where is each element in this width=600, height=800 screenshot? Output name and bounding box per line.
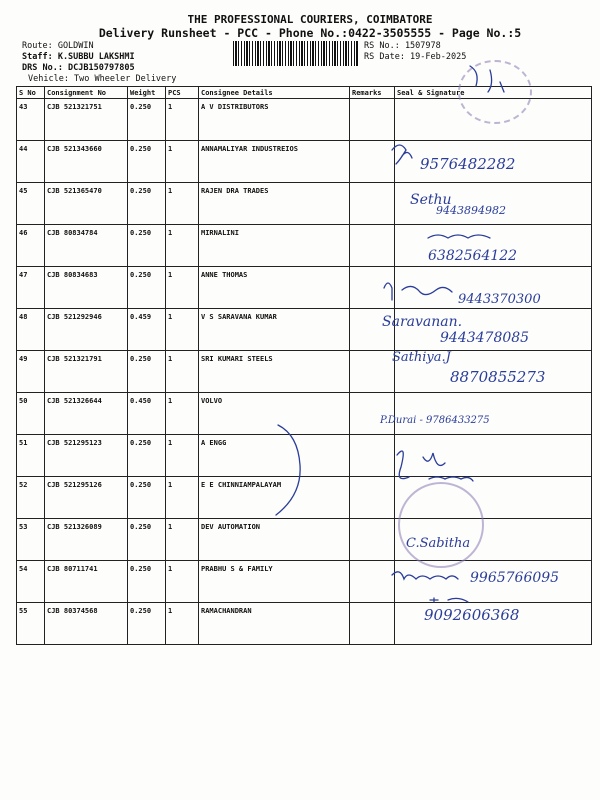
- cell-consignment: CJB 80374568: [45, 603, 128, 645]
- drs-number: DRS No.: DCJB150797805: [22, 63, 135, 73]
- handwritten-phone-49: 8870855273: [450, 368, 546, 386]
- col-weight: Weight: [128, 87, 166, 99]
- cell-pcs: 1: [166, 603, 199, 645]
- scribble-top-right: [470, 66, 504, 92]
- cell-weight: 0.459: [128, 309, 166, 351]
- cell-sno: 43: [17, 99, 45, 141]
- cell-consignment: CJB 521326089: [45, 519, 128, 561]
- handwritten-phone-48: 9443478085: [440, 330, 530, 346]
- handwritten-phone-55: 9092606368: [424, 606, 520, 624]
- cell-consignment: CJB 521295126: [45, 477, 128, 519]
- cell-weight: 0.250: [128, 99, 166, 141]
- cell-pcs: 1: [166, 477, 199, 519]
- cell-consignee: PRABHU S & FAMILY: [199, 561, 350, 603]
- cell-consignee: A ENGG: [199, 435, 350, 477]
- cell-pcs: 1: [166, 393, 199, 435]
- scribble-46: [428, 235, 490, 238]
- cell-sno: 51: [17, 435, 45, 477]
- cell-consignment: CJB 80834784: [45, 225, 128, 267]
- col-seal: Seal & Signature: [395, 87, 592, 99]
- handwritten-phone-54: 9965766095: [470, 570, 560, 586]
- cell-pcs: 1: [166, 225, 199, 267]
- route-label: Route: GOLDWIN: [22, 41, 94, 51]
- handwritten-note-51: P.Durai - 9786433275: [380, 415, 490, 426]
- cell-consignment: CJB 80711741: [45, 561, 128, 603]
- cell-consignee: RAMACHANDRAN: [199, 603, 350, 645]
- scribble-55-top: [430, 598, 468, 602]
- handwritten-name-48: Saravanan.: [382, 314, 463, 330]
- cell-weight: 0.250: [128, 267, 166, 309]
- cell-sno: 48: [17, 309, 45, 351]
- cell-sno: 55: [17, 603, 45, 645]
- company-title: THE PROFESSIONAL COURIERS, COIMBATORE: [187, 13, 433, 26]
- cell-consignee: SRI KUMARI STEELS: [199, 351, 350, 393]
- cell-consignee: A V DISTRIBUTORS: [199, 99, 350, 141]
- col-sno: S No: [17, 87, 45, 99]
- cell-weight: 0.250: [128, 183, 166, 225]
- scribble-52: [276, 425, 300, 515]
- cell-consignment: CJB 521295123: [45, 435, 128, 477]
- cell-pcs: 1: [166, 309, 199, 351]
- cell-consignment: CJB 521321751: [45, 99, 128, 141]
- cell-consignee: ANNE THOMAS: [199, 267, 350, 309]
- cell-weight: 0.250: [128, 435, 166, 477]
- cell-consignment: CJB 521343660: [45, 141, 128, 183]
- handwritten-phone-44: 9576482282: [420, 155, 516, 173]
- cell-weight: 0.250: [128, 351, 166, 393]
- cell-sno: 46: [17, 225, 45, 267]
- cell-weight: 0.250: [128, 141, 166, 183]
- cell-weight: 0.250: [128, 603, 166, 645]
- cell-pcs: 1: [166, 519, 199, 561]
- sheet-subtitle: Delivery Runsheet - PCC - Phone No.:0422-3505555 - Page No.:5: [98, 26, 522, 40]
- col-pcs: PCS: [166, 87, 199, 99]
- col-consignment: Consignment No: [45, 87, 128, 99]
- rs-date: RS Date: 19-Feb-2025: [364, 52, 467, 62]
- cell-sno: 54: [17, 561, 45, 603]
- staff-label: Staff: K.SUBBU LAKSHMI: [22, 52, 135, 62]
- rs-number: RS No.: 1507978: [364, 41, 441, 51]
- cell-consignment: CJB 80834683: [45, 267, 128, 309]
- handwritten-phone-47: 9443370300: [458, 292, 541, 307]
- cell-sno: 50: [17, 393, 45, 435]
- cell-consignee: V S SARAVANA KUMAR: [199, 309, 350, 351]
- col-consignee: Consignee Details: [199, 87, 350, 99]
- cell-consignee: MIRNALINI: [199, 225, 350, 267]
- cell-pcs: 1: [166, 141, 199, 183]
- handwritten-name-49: Sathiya.J: [392, 350, 451, 365]
- cell-pcs: 1: [166, 183, 199, 225]
- cell-consignee: ANNAMALIYAR INDUSTREIOS: [199, 141, 350, 183]
- cell-pcs: 1: [166, 435, 199, 477]
- cell-consignee: VOLVO: [199, 393, 350, 435]
- cell-consignee: RAJEN DRA TRADES: [199, 183, 350, 225]
- cell-sno: 44: [17, 141, 45, 183]
- cell-weight: 0.250: [128, 225, 166, 267]
- handwritten-phone-46: 6382564122: [428, 248, 518, 264]
- cell-pcs: 1: [166, 267, 199, 309]
- cell-pcs: 1: [166, 351, 199, 393]
- cell-sno: 49: [17, 351, 45, 393]
- cell-consignee: E E CHINNIAMPALAYAM: [199, 477, 350, 519]
- cell-sno: 53: [17, 519, 45, 561]
- scribble-52b: [397, 451, 473, 481]
- cell-consignment: CJB 521365470: [45, 183, 128, 225]
- scribble-47: [384, 283, 452, 300]
- cell-sno: 45: [17, 183, 45, 225]
- cell-weight: 0.250: [128, 561, 166, 603]
- handwritten-signature-53: C.Sabitha: [406, 536, 471, 551]
- scribble-44: [392, 145, 412, 164]
- cell-weight: 0.450: [128, 393, 166, 435]
- cell-weight: 0.250: [128, 477, 166, 519]
- cell-consignment: CJB 521326644: [45, 393, 128, 435]
- cell-pcs: 1: [166, 99, 199, 141]
- cell-consignment: CJB 521321791: [45, 351, 128, 393]
- cell-sno: 52: [17, 477, 45, 519]
- cell-consignee: DEV AUTOMATION: [199, 519, 350, 561]
- handwritten-name-45: Sethu: [410, 192, 452, 208]
- cell-pcs: 1: [166, 561, 199, 603]
- scribble-54: [392, 572, 458, 579]
- cell-consignment: CJB 521292946: [45, 309, 128, 351]
- col-remarks: Remarks: [350, 87, 395, 99]
- vehicle-label: Vehicle: Two Wheeler Delivery: [28, 74, 177, 84]
- handwritten-phone-45: 9443894982: [436, 204, 506, 217]
- cell-sno: 47: [17, 267, 45, 309]
- cell-weight: 0.250: [128, 519, 166, 561]
